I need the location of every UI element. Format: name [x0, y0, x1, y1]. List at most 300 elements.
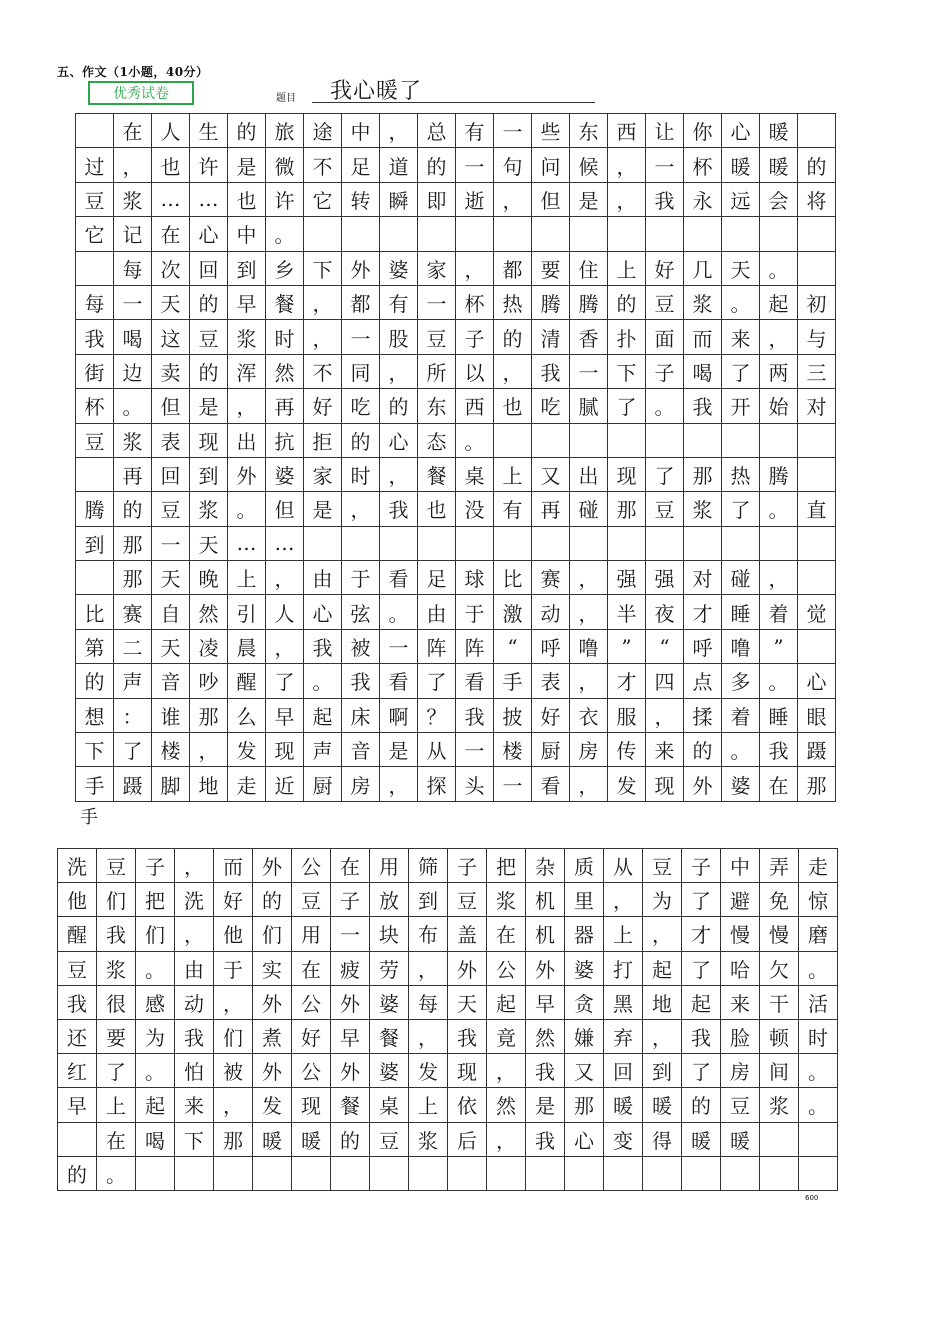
grid-cell: 公 [292, 986, 331, 1020]
grid-cell [570, 424, 608, 458]
grid-cell: 们 [214, 1020, 253, 1054]
grid-cell: 拒 [304, 424, 342, 458]
grid-cell: 被 [342, 630, 380, 664]
grid-cell: 的 [228, 114, 266, 148]
grid-cell: 现 [448, 1054, 487, 1088]
grid-cell [418, 527, 456, 561]
essay-page1-row [76, 252, 836, 286]
grid-cell: 人 [266, 595, 304, 629]
grid-cell: 蹑 [114, 767, 152, 801]
grid-cell: 打 [604, 952, 643, 986]
grid-cell [304, 217, 342, 251]
grid-cell: 音 [342, 733, 380, 767]
grid-cell [570, 217, 608, 251]
grid-cell: 才 [684, 595, 722, 629]
grid-cell: 上 [409, 1088, 448, 1122]
grid-cell: 放 [370, 883, 409, 917]
grid-cell [409, 1157, 448, 1191]
grid-cell: 洗 [175, 883, 214, 917]
grid-cell: 服 [608, 699, 646, 733]
grid-cell: 房 [721, 1054, 760, 1088]
grid-cell: 浆 [760, 1088, 799, 1122]
grid-cell: 用 [292, 917, 331, 951]
grid-cell: 器 [565, 917, 604, 951]
grid-cell: 我 [342, 664, 380, 698]
grid-cell: 疲 [331, 952, 370, 986]
grid-cell: 然 [190, 595, 228, 629]
grid-cell: 外 [253, 986, 292, 1020]
grid-cell: 脚 [152, 767, 190, 801]
grid-cell: 都 [342, 286, 380, 320]
grid-cell [798, 217, 836, 251]
grid-cell: 以 [456, 355, 494, 389]
essay-page1-row [76, 389, 836, 423]
grid-cell: 热 [722, 458, 760, 492]
grid-cell [608, 424, 646, 458]
essay-page1-row [76, 664, 836, 698]
grid-cell: 它 [304, 183, 342, 217]
essay-page1-row [76, 630, 836, 664]
grid-cell: 但 [152, 389, 190, 423]
essay-page2-row [58, 1054, 838, 1088]
grid-cell: 我 [380, 492, 418, 526]
grid-cell: 发 [409, 1054, 448, 1088]
grid-cell: 竟 [487, 1020, 526, 1054]
grid-cell: 看 [532, 767, 570, 801]
grid-cell: 夜 [646, 595, 684, 629]
grid-cell: 谁 [152, 699, 190, 733]
grid-cell: 点 [684, 664, 722, 698]
grid-cell: ， [646, 699, 684, 733]
grid-cell: 到 [228, 252, 266, 286]
grid-cell: 子 [682, 849, 721, 883]
grid-cell [565, 1157, 604, 1191]
grid-cell [487, 1157, 526, 1191]
grid-cell: 会 [760, 183, 798, 217]
grid-cell: ， [456, 252, 494, 286]
grid-cell: ， [487, 1054, 526, 1088]
grid-cell: 阵 [456, 630, 494, 664]
grid-cell: 传 [608, 733, 646, 767]
grid-cell: 豆 [721, 1088, 760, 1122]
grid-cell: 的 [190, 355, 228, 389]
grid-cell: ， [228, 389, 266, 423]
grid-cell: 对 [798, 389, 836, 423]
grid-cell: 外 [228, 458, 266, 492]
grid-cell: 的 [58, 1157, 97, 1191]
grid-cell: 始 [760, 389, 798, 423]
grid-cell: 要 [97, 1020, 136, 1054]
grid-cell [798, 114, 836, 148]
grid-cell: 回 [190, 252, 228, 286]
grid-cell: 餐 [331, 1088, 370, 1122]
grid-cell: 探 [418, 767, 456, 801]
grid-cell: 弃 [604, 1020, 643, 1054]
grid-cell: ， [175, 849, 214, 883]
grid-cell: 出 [570, 458, 608, 492]
grid-cell: 醒 [228, 664, 266, 698]
grid-cell: 。 [136, 1054, 175, 1088]
grid-cell [342, 217, 380, 251]
grid-cell: 一 [456, 733, 494, 767]
grid-cell: 激 [494, 595, 532, 629]
grid-cell [214, 1157, 253, 1191]
grid-cell [76, 252, 114, 286]
grid-cell: 我 [526, 1123, 565, 1157]
grid-cell: 洗 [58, 849, 97, 883]
grid-cell [646, 217, 684, 251]
grid-cell: 直 [798, 492, 836, 526]
grid-cell: 好 [292, 1020, 331, 1054]
grid-cell: 公 [487, 952, 526, 986]
grid-cell: 依 [448, 1088, 487, 1122]
grid-cell: ， [380, 458, 418, 492]
grid-cell: 起 [682, 986, 721, 1020]
grid-cell: 过 [76, 148, 114, 182]
grid-cell: 音 [152, 664, 190, 698]
grid-cell: 起 [136, 1088, 175, 1122]
grid-cell: 从 [604, 849, 643, 883]
grid-cell: 外 [526, 952, 565, 986]
grid-cell: 心 [380, 424, 418, 458]
grid-cell: 豆 [58, 952, 97, 986]
grid-cell: 上 [228, 561, 266, 595]
essay-page2-row [58, 1020, 838, 1054]
grid-cell: 杯 [76, 389, 114, 423]
grid-cell: 了 [682, 1054, 721, 1088]
grid-cell: 到 [409, 883, 448, 917]
grid-cell: 豆 [646, 286, 684, 320]
grid-cell: 。 [760, 252, 798, 286]
grid-cell: 欠 [760, 952, 799, 986]
grid-cell: ， [760, 561, 798, 595]
grid-cell: 了 [608, 389, 646, 423]
grid-cell: 走 [228, 767, 266, 801]
grid-cell: 的 [608, 286, 646, 320]
grid-cell: 自 [152, 595, 190, 629]
grid-cell: 那 [190, 699, 228, 733]
grid-cell: 上 [608, 252, 646, 286]
grid-cell: 了 [722, 492, 760, 526]
grid-cell: 也 [418, 492, 456, 526]
grid-cell: 表 [532, 664, 570, 698]
grid-cell: 我 [526, 1054, 565, 1088]
grid-cell: 浆 [114, 424, 152, 458]
title-label: 题目 [276, 93, 296, 104]
grid-cell: 喝 [136, 1123, 175, 1157]
grid-cell: 晚 [190, 561, 228, 595]
grid-cell: 晨 [228, 630, 266, 664]
grid-cell: 。 [760, 492, 798, 526]
grid-cell: 有 [494, 492, 532, 526]
grid-cell: ， [175, 917, 214, 951]
grid-cell: 下 [76, 733, 114, 767]
grid-cell [798, 630, 836, 664]
grid-cell: 。 [136, 952, 175, 986]
grid-cell: 我 [682, 1020, 721, 1054]
grid-cell: ， [380, 767, 418, 801]
grid-cell: 暖 [722, 148, 760, 182]
grid-cell: 中 [228, 217, 266, 251]
grid-cell: 从 [418, 733, 456, 767]
grid-cell: 几 [684, 252, 722, 286]
grid-cell: 。 [114, 389, 152, 423]
grid-cell [799, 1123, 838, 1157]
essay-page2-row [58, 986, 838, 1020]
grid-cell: 呼 [684, 630, 722, 664]
grid-cell: 街 [76, 355, 114, 389]
grid-cell: 来 [646, 733, 684, 767]
grid-cell: 的 [114, 492, 152, 526]
grid-cell: 。 [97, 1157, 136, 1191]
grid-cell: 看 [380, 664, 418, 698]
grid-cell: 时 [266, 320, 304, 354]
grid-cell: 句 [494, 148, 532, 182]
grid-cell: 永 [684, 183, 722, 217]
grid-cell: 的 [494, 320, 532, 354]
grid-cell: 人 [152, 114, 190, 148]
grid-cell: 的 [380, 389, 418, 423]
grid-cell [760, 527, 798, 561]
grid-cell: 逝 [456, 183, 494, 217]
grid-cell: 家 [304, 458, 342, 492]
grid-cell: 早 [58, 1088, 97, 1122]
grid-cell: 盖 [448, 917, 487, 951]
grid-cell: 公 [292, 849, 331, 883]
grid-cell [646, 527, 684, 561]
grid-cell: 时 [799, 1020, 838, 1054]
grid-cell: 是 [570, 183, 608, 217]
grid-cell: 天 [448, 986, 487, 1020]
grid-cell: 声 [304, 733, 342, 767]
grid-cell [798, 527, 836, 561]
grid-cell: 吵 [190, 664, 228, 698]
grid-cell: 红 [58, 1054, 97, 1088]
grid-cell: 浑 [228, 355, 266, 389]
grid-cell: ， [190, 733, 228, 767]
grid-cell [532, 527, 570, 561]
grid-cell [494, 527, 532, 561]
essay-page1-row [76, 492, 836, 526]
grid-cell [418, 217, 456, 251]
grid-cell: 豆 [643, 849, 682, 883]
grid-cell: ， [570, 595, 608, 629]
grid-cell: 腾 [570, 286, 608, 320]
grid-cell: ， [342, 492, 380, 526]
grid-cell: 婆 [370, 986, 409, 1020]
grid-cell: 怕 [175, 1054, 214, 1088]
grid-cell: 活 [799, 986, 838, 1020]
grid-cell [58, 1123, 97, 1157]
grid-cell: 没 [456, 492, 494, 526]
grid-cell: 公 [292, 1054, 331, 1088]
grid-cell: 的 [418, 148, 456, 182]
grid-cell: 暖 [292, 1123, 331, 1157]
grid-cell [532, 217, 570, 251]
grid-cell: 呼 [532, 630, 570, 664]
grid-cell: 每 [76, 286, 114, 320]
grid-cell [342, 527, 380, 561]
grid-cell [380, 217, 418, 251]
grid-cell: 还 [58, 1020, 97, 1054]
grid-cell [76, 561, 114, 595]
grid-cell: 杯 [684, 148, 722, 182]
grid-cell: 但 [532, 183, 570, 217]
grid-cell: 机 [526, 883, 565, 917]
grid-cell: 起 [760, 286, 798, 320]
grid-cell: 股 [380, 320, 418, 354]
grid-cell: 劳 [370, 952, 409, 986]
grid-cell: 蹑 [798, 733, 836, 767]
grid-cell: 由 [418, 595, 456, 629]
grid-cell: 的 [76, 664, 114, 698]
grid-cell: 心 [304, 595, 342, 629]
grid-cell: 阵 [418, 630, 456, 664]
essay-page1-row [76, 527, 836, 561]
grid-cell: 扑 [608, 320, 646, 354]
grid-cell: 近 [266, 767, 304, 801]
grid-cell: 豆 [646, 492, 684, 526]
grid-cell: 边 [114, 355, 152, 389]
grid-cell: 早 [228, 286, 266, 320]
grid-cell: 的 [798, 148, 836, 182]
grid-cell [684, 217, 722, 251]
grid-cell: 次 [152, 252, 190, 286]
grid-cell: 多 [722, 664, 760, 698]
grid-cell: 浆 [228, 320, 266, 354]
grid-cell: 足 [418, 561, 456, 595]
grid-cell [456, 527, 494, 561]
grid-cell [494, 217, 532, 251]
grid-cell: 那 [684, 458, 722, 492]
grid-cell: 才 [682, 917, 721, 951]
essay-page1-row [76, 217, 836, 251]
grid-cell: ” [608, 630, 646, 664]
grid-cell: 。 [799, 1054, 838, 1088]
grid-cell: 远 [722, 183, 760, 217]
grid-cell: 是 [190, 389, 228, 423]
grid-cell: 免 [760, 883, 799, 917]
grid-cell: 候 [570, 148, 608, 182]
grid-cell: 每 [114, 252, 152, 286]
grid-cell: 强 [608, 561, 646, 595]
grid-cell: 下 [608, 355, 646, 389]
grid-cell: 是 [228, 148, 266, 182]
grid-cell: 走 [799, 849, 838, 883]
grid-cell: 碰 [722, 561, 760, 595]
grid-cell: ？ [418, 699, 456, 733]
grid-cell: 对 [684, 561, 722, 595]
grid-cell: 也 [494, 389, 532, 423]
grid-cell [76, 458, 114, 492]
grid-cell: 暖 [253, 1123, 292, 1157]
grid-cell: 他 [58, 883, 97, 917]
grid-cell: 贪 [565, 986, 604, 1020]
essay-page1-row [76, 424, 836, 458]
grid-cell: 球 [456, 561, 494, 595]
grid-cell [684, 424, 722, 458]
grid-cell: ， [114, 148, 152, 182]
grid-cell: 是 [526, 1088, 565, 1122]
grid-cell: 发 [253, 1088, 292, 1122]
grid-cell: 外 [331, 1054, 370, 1088]
grid-cell: 睡 [722, 595, 760, 629]
grid-cell: ， [409, 952, 448, 986]
grid-cell: 你 [684, 114, 722, 148]
grid-cell: 们 [97, 883, 136, 917]
grid-cell: 第 [76, 630, 114, 664]
grid-cell: 才 [608, 664, 646, 698]
grid-cell: 慢 [721, 917, 760, 951]
grid-cell: 噜 [722, 630, 760, 664]
grid-cell: 在 [114, 114, 152, 148]
grid-cell: 一 [646, 148, 684, 182]
grid-cell: 腾 [760, 458, 798, 492]
grid-cell: 块 [370, 917, 409, 951]
grid-cell: 了 [418, 664, 456, 698]
grid-cell: 质 [565, 849, 604, 883]
grid-cell: 再 [266, 389, 304, 423]
grid-cell: 吃 [532, 389, 570, 423]
grid-cell: 生 [190, 114, 228, 148]
grid-cell: 楼 [152, 733, 190, 767]
grid-cell: 同 [342, 355, 380, 389]
grid-cell: 餐 [266, 286, 304, 320]
grid-cell: 豆 [97, 849, 136, 883]
grid-cell: ： [114, 699, 152, 733]
grid-cell: 的 [331, 1123, 370, 1157]
grid-cell: 上 [604, 917, 643, 951]
grid-cell: 浆 [684, 286, 722, 320]
grid-cell: ， [643, 917, 682, 951]
grid-cell: 吃 [342, 389, 380, 423]
grid-cell: 的 [682, 1088, 721, 1122]
grid-cell: ， [214, 1088, 253, 1122]
grid-cell: 时 [342, 458, 380, 492]
grid-cell: 一 [114, 286, 152, 320]
grid-cell: 外 [253, 1054, 292, 1088]
grid-cell: 煮 [253, 1020, 292, 1054]
grid-cell: 。 [799, 952, 838, 986]
grid-cell: 有 [456, 114, 494, 148]
grid-cell: 很 [97, 986, 136, 1020]
grid-cell [570, 527, 608, 561]
grid-cell: 卖 [152, 355, 190, 389]
grid-cell: 旅 [266, 114, 304, 148]
grid-cell: 我 [76, 320, 114, 354]
grid-cell: 起 [643, 952, 682, 986]
grid-cell [682, 1157, 721, 1191]
grid-cell: 许 [266, 183, 304, 217]
grid-cell: 然 [487, 1088, 526, 1122]
grid-cell: 而 [214, 849, 253, 883]
grid-cell: 桌 [370, 1088, 409, 1122]
grid-cell: ， [266, 561, 304, 595]
grid-cell [722, 217, 760, 251]
grid-cell: 到 [643, 1054, 682, 1088]
grid-cell: 我 [304, 630, 342, 664]
grid-cell: 地 [643, 986, 682, 1020]
grid-cell: 上 [494, 458, 532, 492]
overflow-character: 手 [80, 807, 98, 828]
grid-cell: ， [380, 355, 418, 389]
grid-cell: 么 [228, 699, 266, 733]
grid-cell: 一 [418, 286, 456, 320]
essay-page1-row [76, 733, 836, 767]
grid-cell: 记 [114, 217, 152, 251]
essay-page2-row [58, 1088, 838, 1122]
grid-cell: 早 [526, 986, 565, 1020]
